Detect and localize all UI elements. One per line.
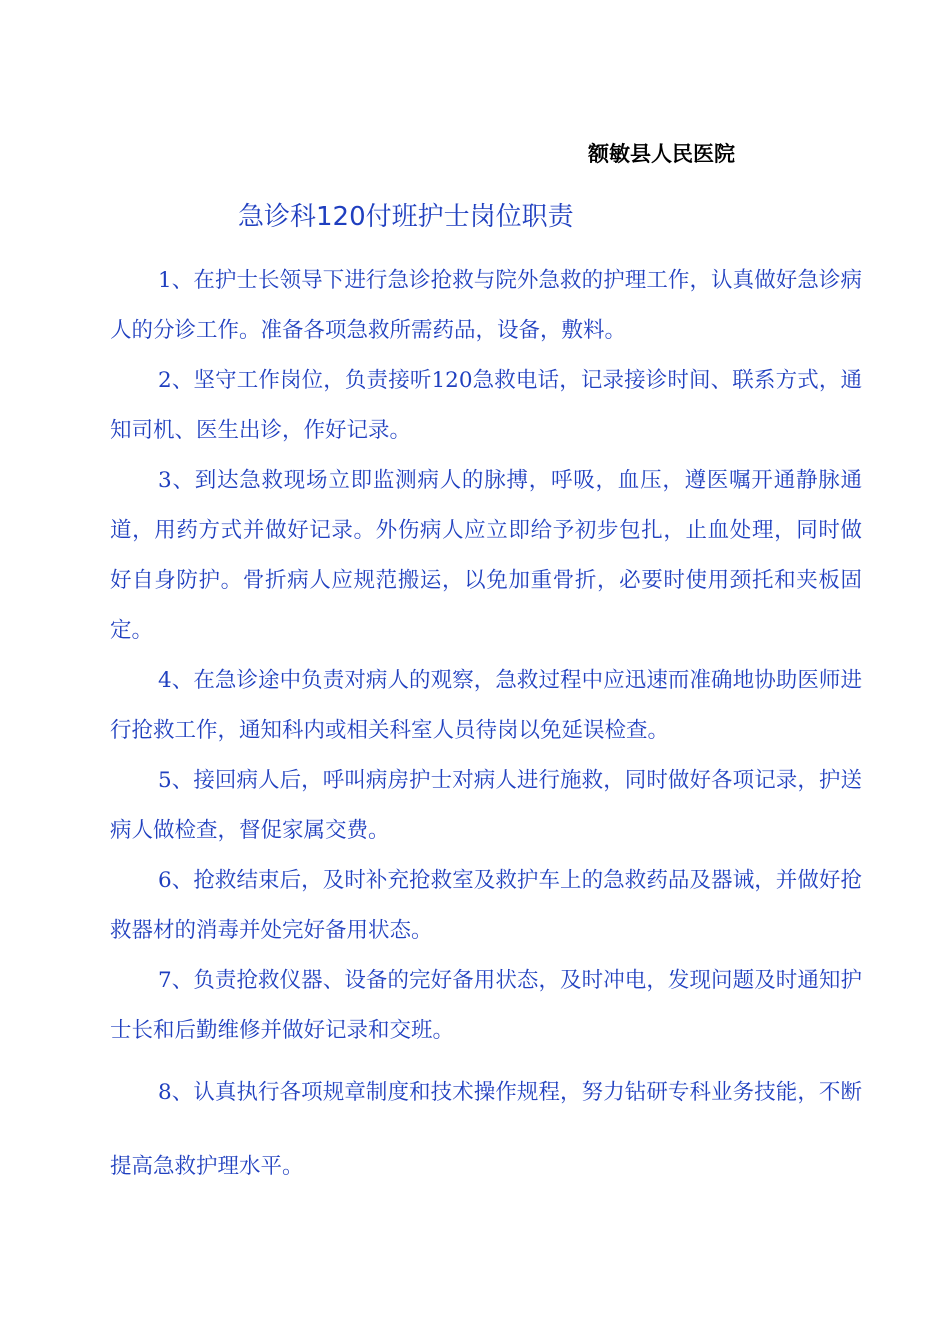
duty-item-2: 2、坚守工作岗位，负责接听120急救电话，记录接诊时间、联系方式，通知司机、医生出诊，作好记录。 <box>110 368 862 443</box>
duty-item-4: 4、在急诊途中负责对病人的观察，急救过程中应迅速而准确地协助医师进行抢救工作，通知科内或相关科室人员待岗以免延误检查。 <box>110 668 862 743</box>
duty-item-5: 5、接回病人后，呼叫病房护士对病人进行施救，同时做好各项记录，护送病人做检查，督促家属交费。 <box>110 768 862 843</box>
duty-item-6: 6、抢救结束后，及时补充抢救室及救护车上的急救药品及器诫，并做好抢救器材的消毒并处完好备用状态。 <box>110 868 862 943</box>
duty-item-3: 3、到达急救现场立即监测病人的脉搏，呼吸，血压，遵医嘱开通静脉通道，用药方式并做好记录。外伤病人应立即给予初步包扎，止血处理，同时做好自身防护。骨折病人应规范搬运，以免加重骨折，必要时使用颈托和夹板固定。 <box>110 468 862 643</box>
document-title: 急诊科120付班护士岗位职责 <box>238 202 574 232</box>
duty-list <box>110 256 862 1204</box>
hospital-name: 额敏县人民医院 <box>588 142 735 166</box>
duty-item-7: 7、负责抢救仪器、设备的完好备用状态，及时冲电，发现问题及时通知护士长和后勤维修并做好记录和交班。 <box>110 968 862 1043</box>
duty-item-8: 8、认真执行各项规章制度和技术操作规程，努力钻研专科业务技能，不断提高急救护理水平。 <box>110 1080 862 1179</box>
duty-item-1: 1、在护士长领导下进行急诊抢救与院外急救的护理工作，认真做好急诊病人的分诊工作。准备各项急救所需药品，设备，敷料。 <box>110 268 862 343</box>
